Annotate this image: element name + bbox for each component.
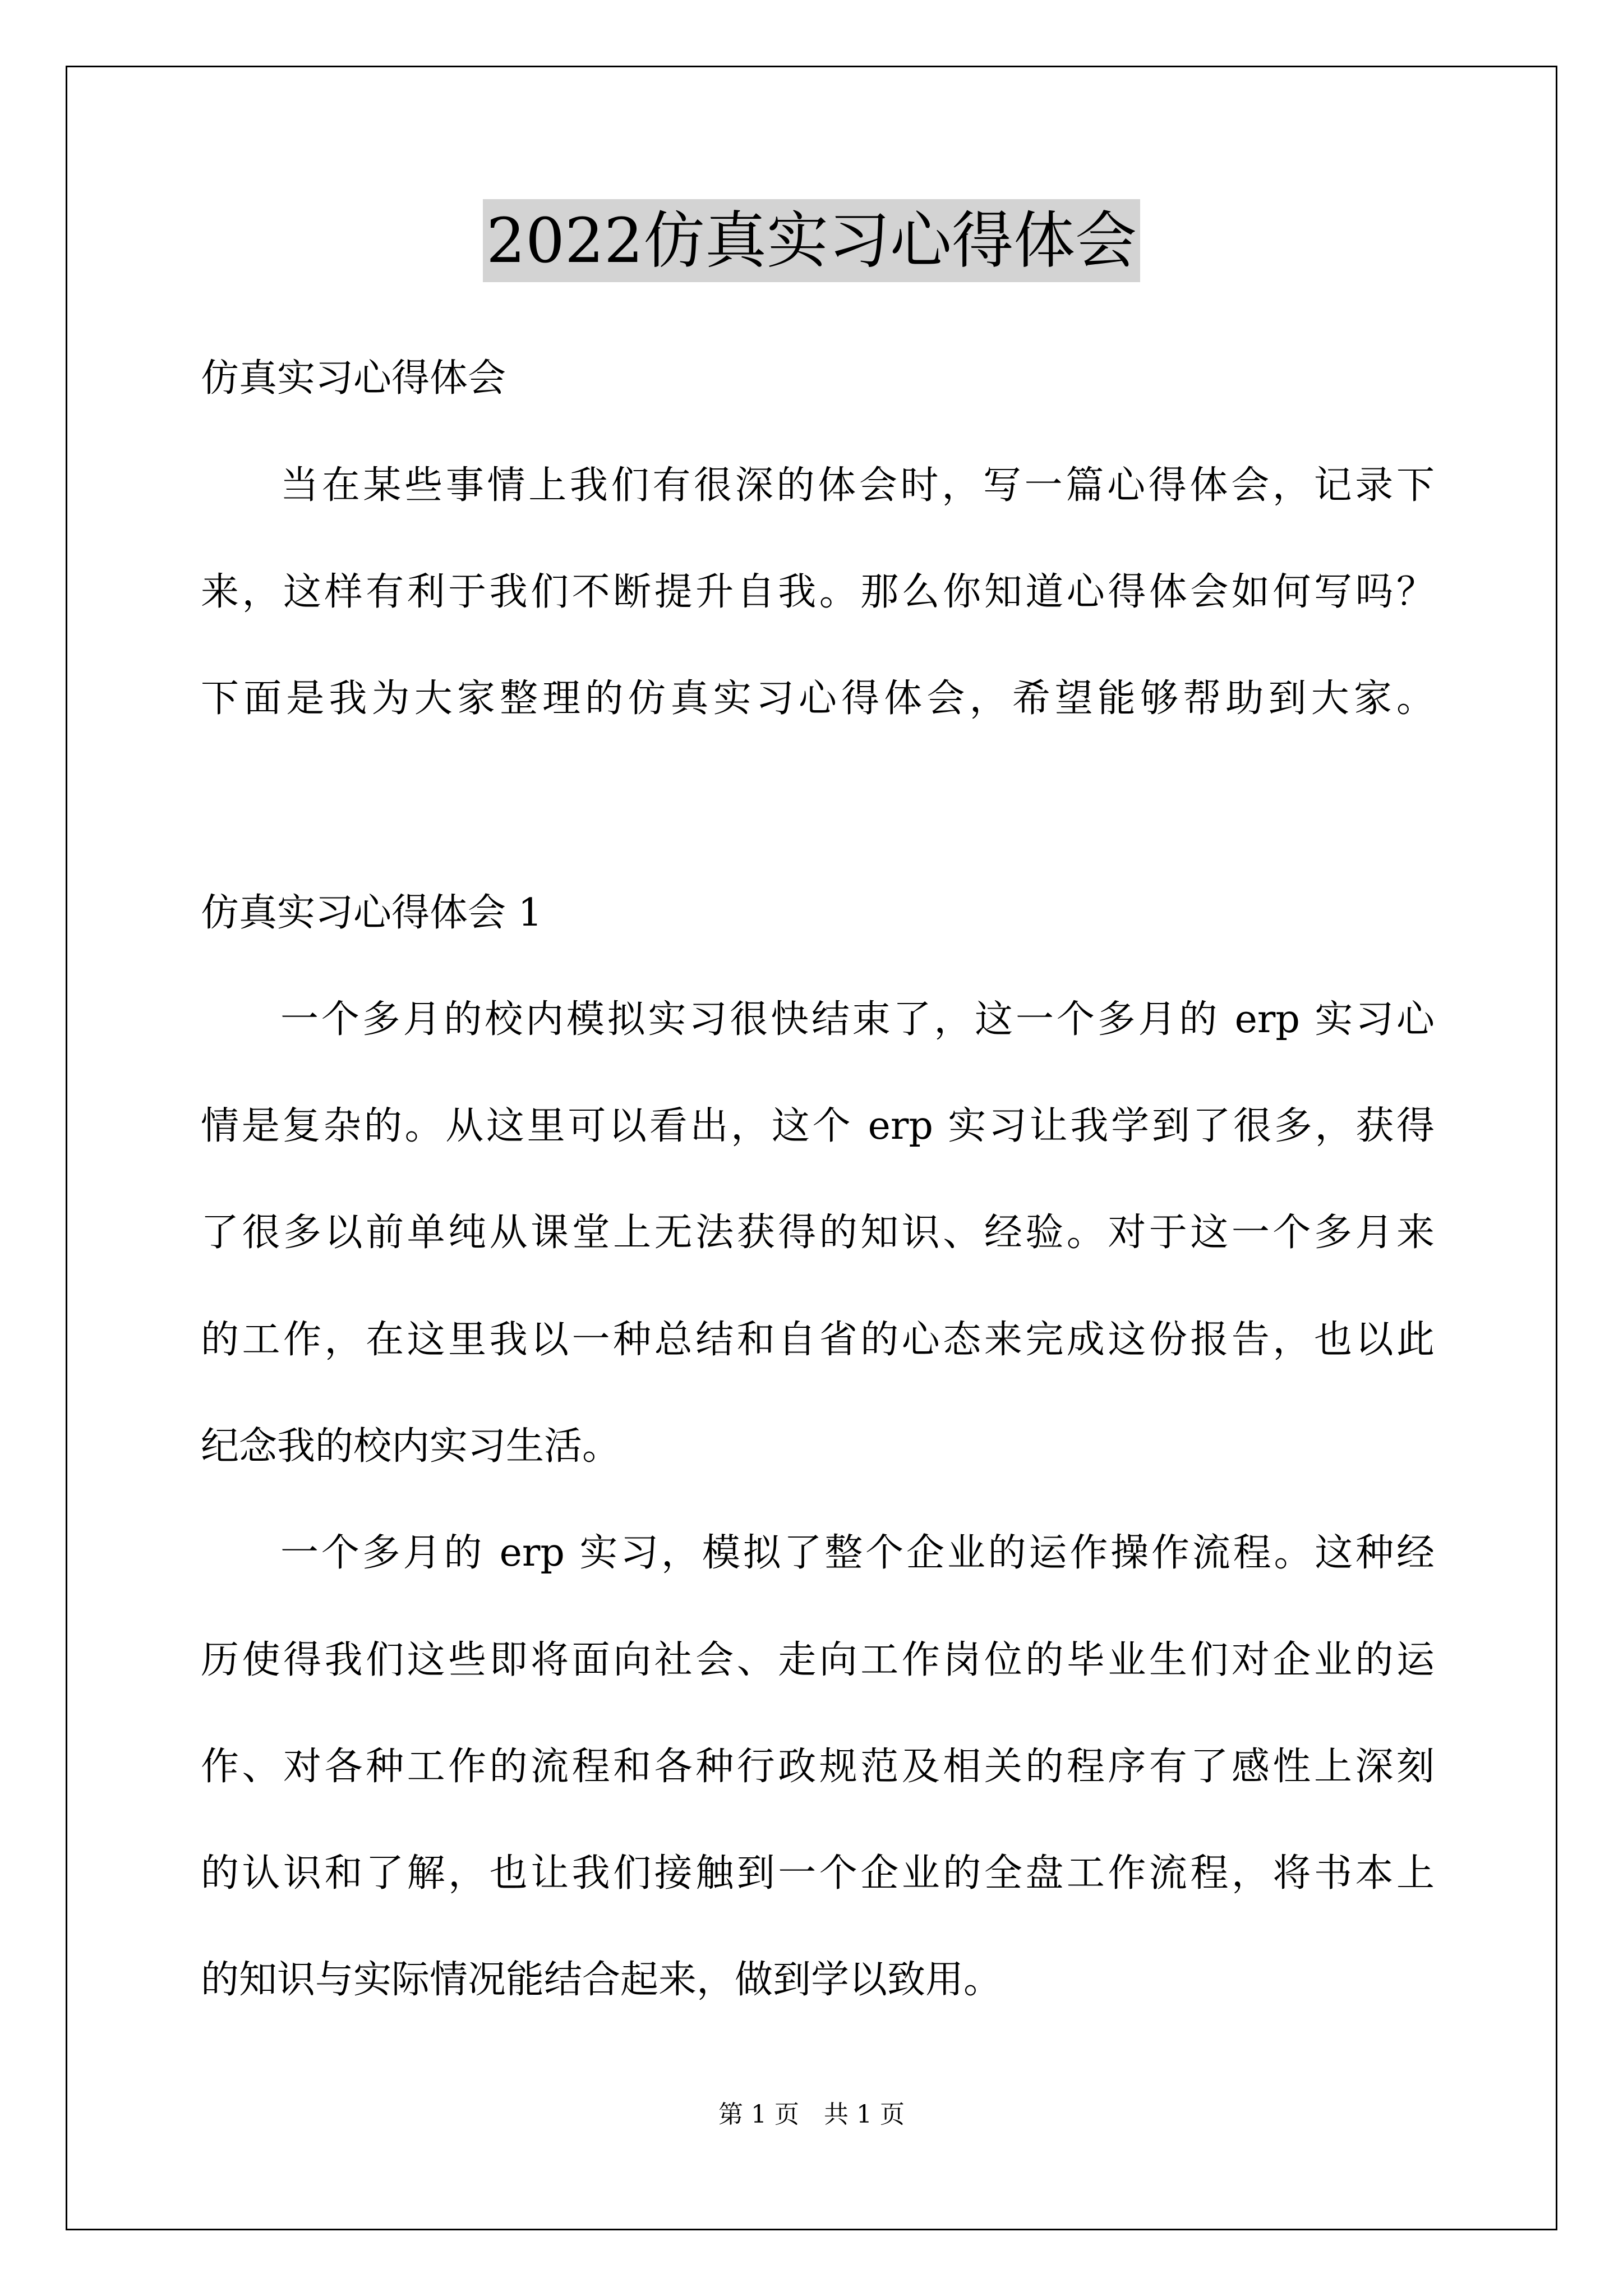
paragraph-line: 情是复杂的。从这里可以看出，这个 erp 实习让我学到了很多，获得 [201,1104,1435,1148]
section-heading: 仿真实习心得体会 1 [201,891,542,935]
paragraph-line: 作、对各种工作的流程和各种行政规范及相关的程序有了感性上深刻 [201,1745,1435,1789]
paragraph-line: 下面是我为大家整理的仿真实习心得体会，希望能够帮助到大家。 [201,677,1435,721]
paragraph-line: 一个多月的 erp 实习，模拟了整个企业的运作操作流程。这种经 [280,1531,1435,1575]
paragraph-line: 历使得我们这些即将面向社会、走向工作岗位的毕业生们对企业的运 [201,1638,1435,1682]
paragraph-line: 的知识与实际情况能结合起来，做到学以致用。 [201,1958,1002,2002]
paragraph-line: 的工作，在这里我以一种总结和自省的心态来完成这份报告，也以此 [201,1318,1435,1362]
page-footer: 第 1 页 共 1 页 [718,2100,905,2129]
paragraph-line: 来，这样有利于我们不断提升自我。那么你知道心得体会如何写吗？ [201,570,1435,614]
paragraph-line: 一个多月的校内模拟实习很快结束了，这一个多月的 erp 实习心 [280,997,1435,1042]
paragraph-line: 当在某些事情上我们有很深的体会时，写一篇心得体会，记录下 [280,463,1435,508]
title-wrap [0,199,1623,282]
paragraph-line: 的认识和了解，也让我们接触到一个企业的全盘工作流程，将书本上 [201,1851,1435,1895]
subtitle-line: 仿真实习心得体会 [201,356,506,401]
paragraph-line: 纪念我的校内实习生活。 [201,1424,621,1469]
paragraph-line: 了很多以前单纯从课堂上无法获得的知识、经验。对于这一个多月来 [201,1211,1435,1255]
document-title: 2022仿真实习心得体会 [483,199,1140,282]
